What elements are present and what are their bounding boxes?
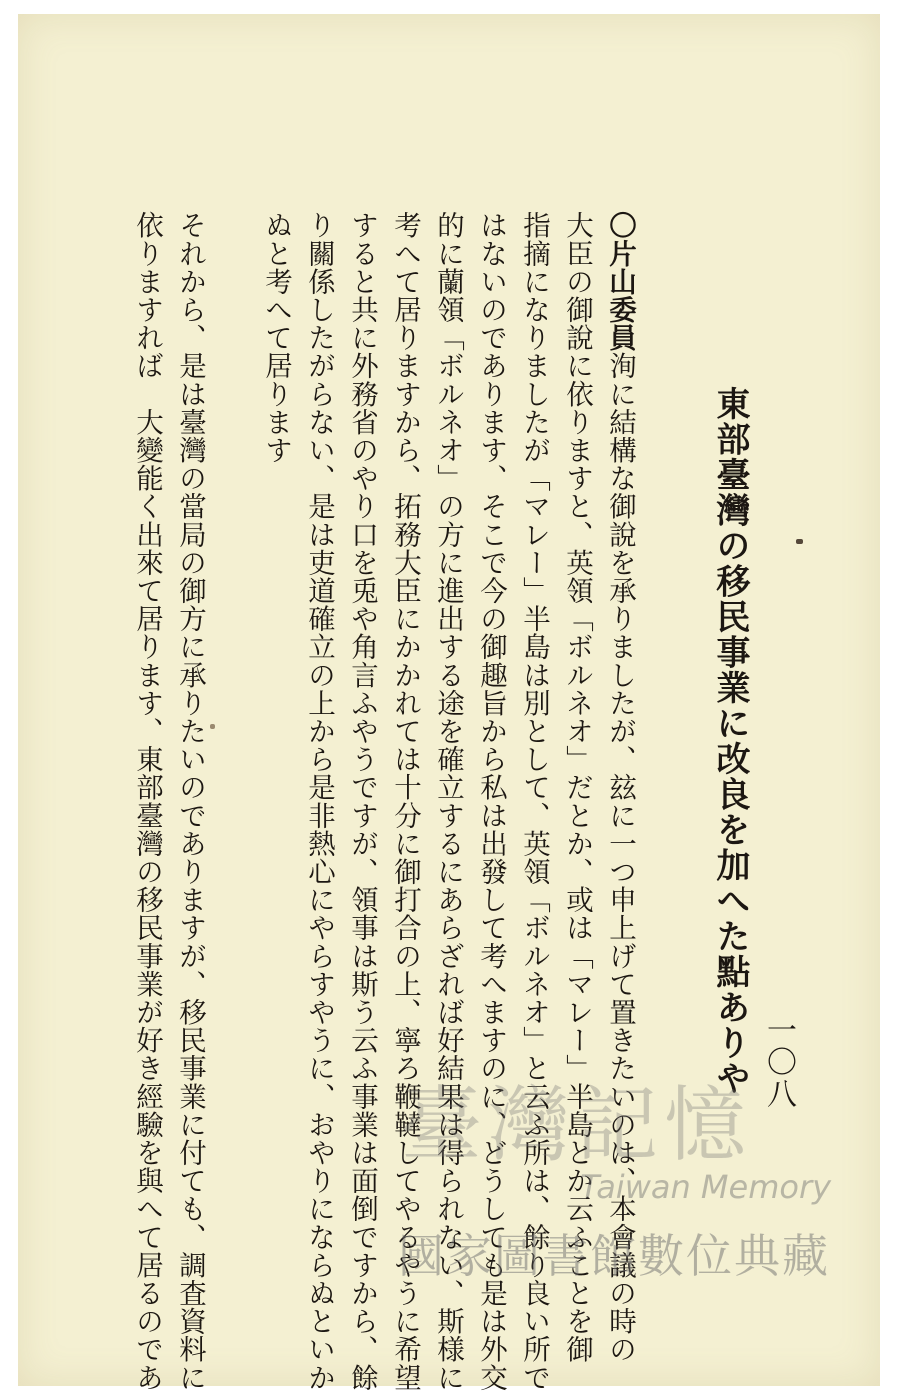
text-line-10: それから、是は臺灣の當局の御方に承りたいのでありますが、移民事業に付ても、調査資料に (174, 211, 206, 1392)
ink-speck (796, 539, 803, 544)
text-line-4: はないのであります、そこで今の御趣旨から私は出發して考へますのに、どうしても是は外交 (475, 211, 507, 1392)
section-title: 東部臺灣の移民事業に改良を加へた點ありや (710, 386, 750, 1096)
text-line-3: 指摘になりましたが「マレー」半島は別として、英領「ボルネオ」と云ふ所は、餘り良い所で (518, 211, 550, 1392)
text-line-7: すると共に外務省のやり口を兎や角言ふやうですが、領事は斯う云ふ事業は面倒ですから、餘 (346, 211, 378, 1392)
watermark-english: Taiwan Memory (580, 1168, 832, 1206)
speaker-name: 〇片山委員 (604, 211, 636, 352)
text-line-5: 的に蘭領「ボルネオ」の方に進出する途を確立するにあらざれば好結果は得られない、斯様に (432, 211, 464, 1392)
watermark-organization: 國家圖書館數位典藏 (398, 1229, 830, 1283)
text-line-6: 考へて居りますから、拓務大臣にかかれては十分に御打合の上、寧ろ鞭韃してやるやうに希望 (389, 211, 421, 1392)
page-number: 一〇八 (761, 1014, 796, 1110)
text-line-2: 大臣の御說に依りますと、英領「ボルネオ」だとか、或は「マレー」半島とか云ふことを御 (561, 211, 593, 1364)
ink-speck (210, 724, 215, 729)
text-line-8: り關係したがらない、是は吏道確立の上から是非熱心にやらすやうに、おやりにならぬといか (303, 211, 335, 1392)
line-text: 洵に結構な御說を承りましたが、玆に一つ申上げて置きたいのは、本會議の時の (604, 351, 636, 1364)
text-line-9: ぬと考へて居ります (260, 211, 292, 464)
watermark-logo-text: 臺灣記憶 (400, 1078, 753, 1173)
text-line-11: 依りますれば 大變能く出來て居ります、東部臺灣の移民事業が好き經驗を與へて居るのであ (131, 211, 163, 1392)
